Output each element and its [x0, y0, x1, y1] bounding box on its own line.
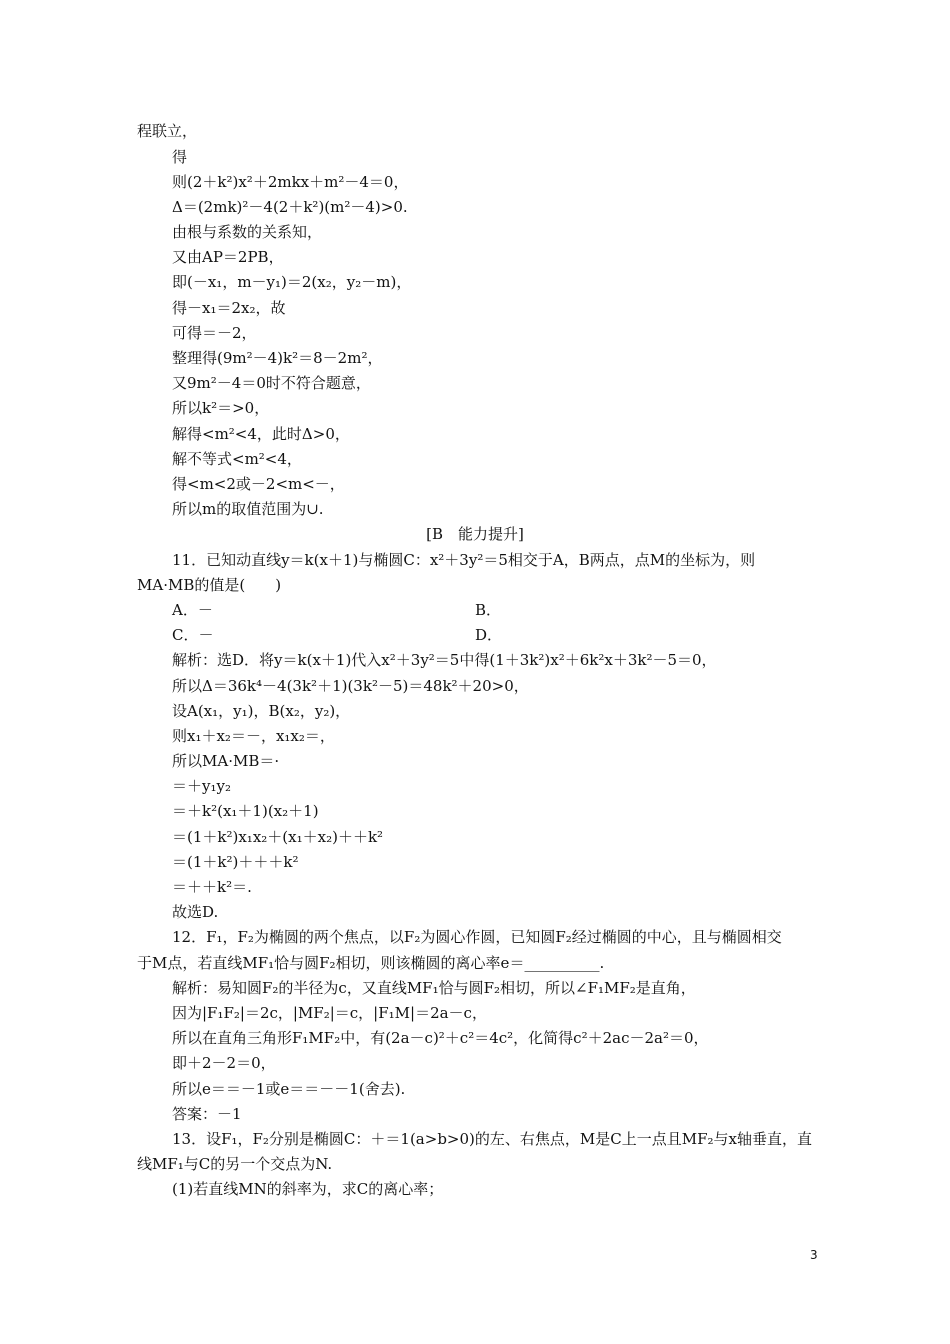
text-line: 解不等式<m²<4， — [172, 450, 302, 468]
text-line: 设A(x₁，y₁)，B(x₂，y₂)， — [172, 702, 351, 720]
text-line: 解析：选D．将y＝k(x＋1)代入x²＋3y²＝5中得(1＋3k²)x²＋6k²x＋3k²－5＝0， — [172, 651, 717, 669]
text-line: 程联立， — [137, 122, 198, 140]
text-line: 解析：易知圆F₂的半径为c，又直线MF₁恰与圆F₂相切，所以∠F₁MF₂是直角， — [172, 979, 696, 997]
option-a: A．－ — [172, 601, 213, 619]
option-c: C．－ — [172, 626, 214, 644]
text-line: 即＋2－2＝0， — [172, 1054, 276, 1072]
text-line: 则(2＋k²)x²＋2mkx＋m²－4＝0， — [172, 173, 409, 191]
text-line: ＝＋y₁y₂ — [172, 777, 231, 795]
problem-11-stem-cont: MA·MB的值是( ) — [137, 576, 282, 594]
text-line: ＝＋＋k²＝. — [172, 878, 252, 896]
problem-12-stem-cont: 于M点，若直线MF₁恰与圆F₂相切，则该椭圆的离心率e＝__________. — [137, 954, 605, 972]
text-line: 所以Δ＝36k⁴－4(3k²＋1)(3k²－5)＝48k²＋20>0， — [172, 677, 529, 695]
text-line: 则x₁＋x₂＝－，x₁x₂＝， — [172, 727, 335, 745]
text-line: 得－x₁＝2x₂，故 — [172, 299, 286, 317]
text-line: 所以MA·MB＝· — [172, 752, 280, 770]
problem-12-stem: 12．F₁，F₂为椭圆的两个焦点，以F₂为圆心作圆，已知圆F₂经过椭圆的中心，且与椭圆相交 — [172, 928, 782, 946]
text-line: 即(－x₁，m－y₁)＝2(x₂，y₂－m)， — [172, 273, 412, 291]
page-number: 3 — [810, 1248, 818, 1262]
text-line: 解得<m²<4，此时Δ>0， — [172, 425, 350, 443]
text-line: 由根与系数的关系知， — [172, 223, 323, 241]
option-d: D． — [475, 626, 503, 644]
problem-13-stem: 13．设F₁，F₂分别是椭圆C：＋＝1(a>b>0)的左、右焦点，M是C上一点且MF₂与x轴垂直，直 — [172, 1130, 812, 1148]
problem-11-stem: 11．已知动直线y＝k(x＋1)与椭圆C：x²＋3y²＝5相交于A，B两点，点M的坐标为，则 — [172, 551, 756, 569]
problem-13-part-1: (1)若直线MN的斜率为，求C的离心率； — [172, 1180, 444, 1198]
text-line: Δ＝(2mk)²－4(2＋k²)(m²－4)>0. — [172, 198, 408, 216]
text-line: 所以m的取值范围为∪. — [172, 500, 324, 518]
text-line: 所以e＝＝－1或e＝＝－－1(舍去). — [172, 1080, 406, 1098]
text-line: 又由AP＝2PB， — [172, 248, 284, 266]
section-heading: [B 能力提升] — [426, 525, 524, 543]
option-b: B． — [475, 601, 502, 619]
text-line: 因为|F₁F₂|＝2c，|MF₂|＝c，|F₁M|＝2a－c， — [172, 1004, 487, 1022]
text-line: 所以k²＝>0， — [172, 399, 270, 417]
text-line: 故选D. — [172, 903, 219, 921]
text-line: 可得＝－2， — [172, 324, 257, 342]
text-line: ＝＋k²(x₁＋1)(x₂＋1) — [172, 802, 319, 820]
text-line: 整理得(9m²－4)k²＝8－2m²， — [172, 349, 383, 367]
text-line: 又9m²－4＝0时不符合题意， — [172, 374, 371, 392]
text-line: ＝(1＋k²)＋＋＋k² — [172, 853, 299, 871]
problem-13-stem-cont: 线MF₁与C的另一个交点为N. — [137, 1155, 333, 1173]
answer-line: 答案：－1 — [172, 1105, 242, 1123]
text-line: 得<m<2或－2<m<－， — [172, 475, 345, 493]
text-line: ＝(1＋k²)x₁x₂＋(x₁＋x₂)＋＋k² — [172, 828, 384, 846]
text-line: 所以在直角三角形F₁MF₂中，有(2a－c)²＋c²＝4c²，化简得c²＋2ac－2a²＝0， — [172, 1029, 709, 1047]
text-line: 得 — [172, 148, 188, 166]
